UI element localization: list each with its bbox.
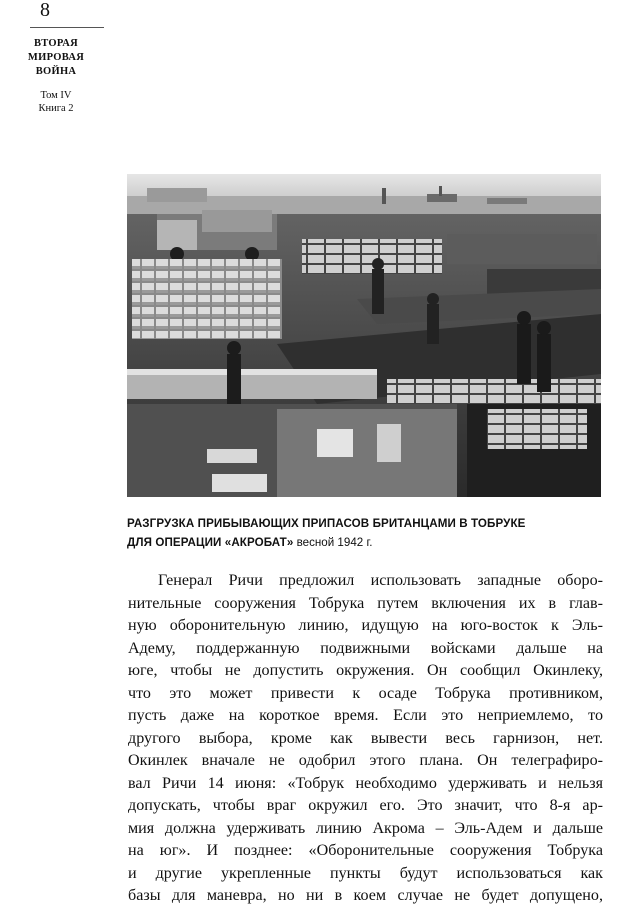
body-line: юге, чтобы не допустить окружения. Он сообщил Окинлеку, — [128, 662, 603, 679]
photo-caption — [127, 514, 607, 552]
body-line: Генерал Ричи предложил использовать западные оборо- — [158, 572, 603, 589]
body-line: другого выбора, кроме как вывести весь гарнизон, нет. — [128, 729, 603, 747]
caption-line-2-upper: ДЛЯ ОПЕРАЦИИ «АКРОБАТ» — [127, 536, 294, 549]
body-paragraph — [128, 570, 603, 908]
body-line: и другие укрепленные пункты будут использоваться как — [128, 864, 603, 882]
body-line: вал Ричи 14 июня: «Тобрук необходимо удерживать и нельзя — [128, 774, 603, 792]
photo-harbor-unloading-icon — [127, 174, 601, 497]
series-title — [8, 37, 104, 79]
book-label: Книга 2 — [38, 103, 74, 114]
body-line: мия должна удерживать линию Акрома – Эль-Адем и дальше — [128, 819, 603, 837]
page-number: 8 — [40, 0, 50, 21]
body-line: допускать, чтобы враг окружил его. Это значит, что 8-я ар- — [128, 797, 603, 814]
body-line: нительные сооружения Тобрука путем включения их в глав- — [128, 594, 603, 612]
volume-label: Том IV — [40, 90, 72, 101]
body-line: на юг». И позднее: «Оборонительные сооружения Тобрука — [128, 842, 603, 859]
body-line: пусть даже на короткое время. Если это неприемлемо, то — [128, 707, 603, 724]
body-line: ную оборонительную линию, идущую на юго-восток к Эль- — [128, 617, 603, 634]
series-line: МИРОВАЯ — [27, 52, 85, 63]
series-line: ВТОРАЯ — [34, 38, 78, 49]
body-line: Адему, поддержанную подвижными войсками дальше на — [128, 639, 603, 657]
series-line: ВОЙНА — [35, 66, 77, 77]
header-rule — [30, 27, 104, 28]
body-line: базы для маневра, но ни в коем случае не будет допущено, — [128, 887, 603, 904]
volume-info — [8, 89, 104, 115]
caption-line-2-tail: весной 1942 г. — [293, 536, 373, 549]
caption-line-2 — [127, 533, 607, 552]
body-line: что это может привести к осаде Тобрука противником, — [128, 684, 603, 702]
body-line: Окинлек вначале не одобрил этого плана. Он телеграфиро- — [128, 752, 603, 769]
caption-line-1: РАЗГРУЗКА ПРИБЫВАЮЩИХ ПРИПАСОВ БРИТАНЦАМИ В ТОБРУКЕ — [127, 517, 526, 530]
harbor-photo — [127, 174, 601, 497]
